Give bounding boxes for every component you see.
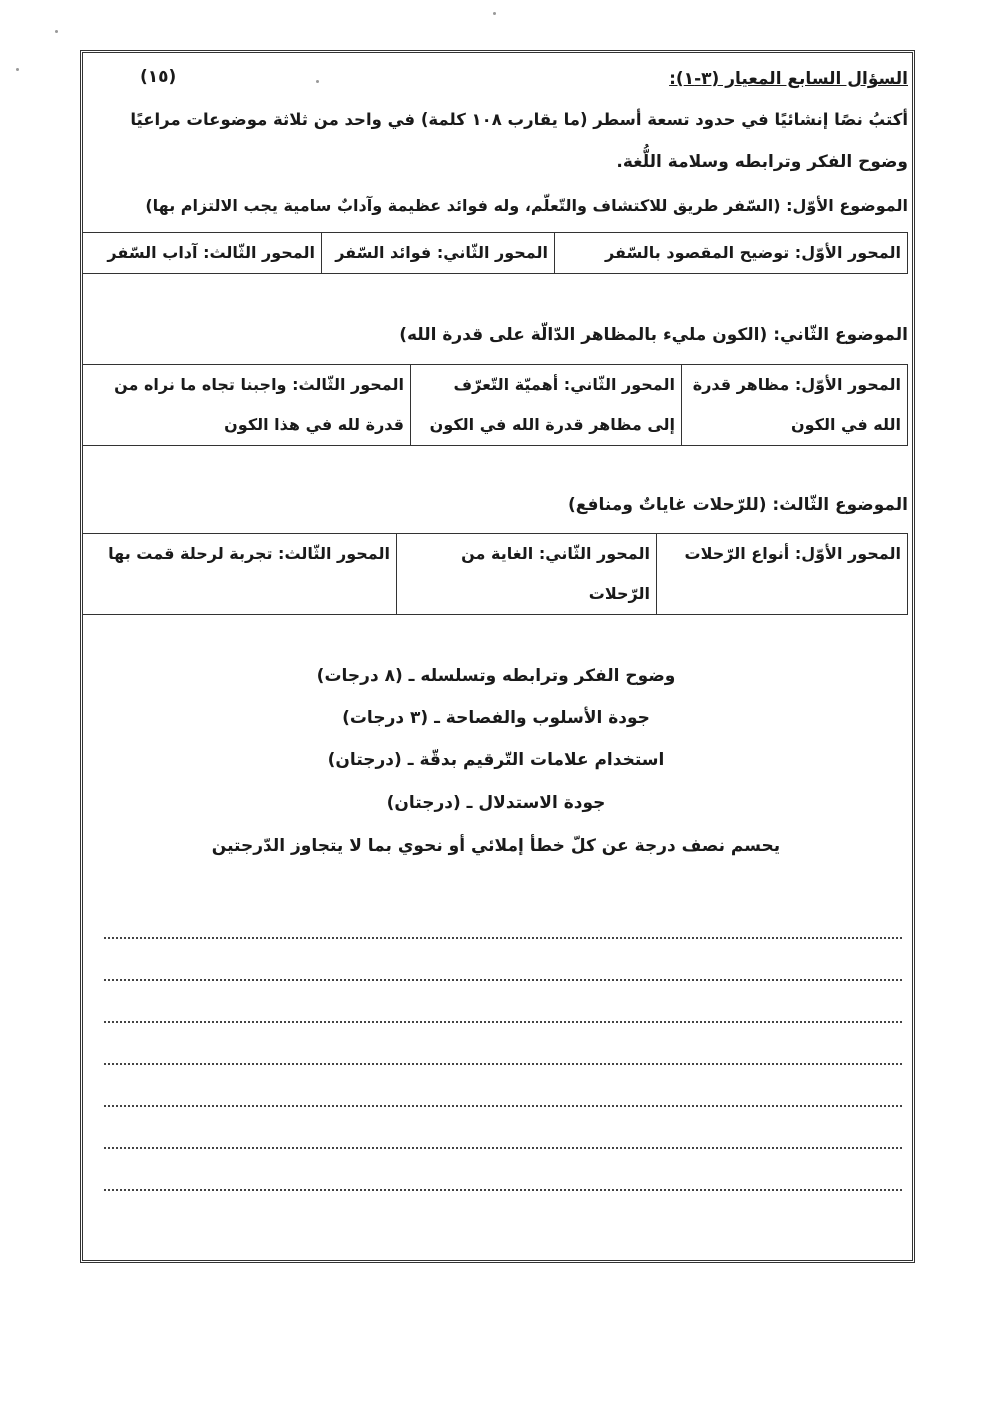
topic-3-axis-1-line-1: المحور الأوّل: أنواع الرّحلات: [684, 544, 901, 563]
criterion-5: يحسم نصف درجة عن كلّ خطأ إملائي أو نحوي بما لا يتجاوز الدّرجتين: [211, 836, 781, 856]
topic-2-axis-1: [682, 365, 908, 446]
topic-2-axis-1-line-2: الله في الكون: [790, 415, 901, 434]
instruction-line-2: وضوح الفكر وترابطه وسلامة اللُّغة.: [616, 152, 908, 172]
topic-2-axis-2-line-2: إلى مظاهر قدرة الله في الكون: [429, 415, 675, 434]
topic-3-axis-3-line-2: [89, 574, 390, 614]
topic-3-axis-2-line-1: المحور الثّاني: الغاية من: [461, 544, 650, 563]
topic-1-axis-2: المحور الثّاني: فوائد السّفر: [322, 233, 555, 274]
writing-line[interactable]: [104, 1105, 902, 1107]
topic-2-axes-table: [82, 364, 908, 446]
topic-3-axis-1-line-2: [663, 574, 901, 614]
topic-1-axes-table: [82, 232, 908, 274]
writing-line[interactable]: [104, 1021, 902, 1023]
topic-3-axis-2-line-2: الرّحلات: [588, 584, 650, 603]
question-score: (١٥): [140, 67, 177, 87]
topic-1-axis-1: المحور الأوّل: توضيح المقصود بالسّفر: [555, 233, 908, 274]
topic-2-axis-3-line-2: قدرة لله في هذا الكون: [224, 415, 404, 434]
criterion-4: جودة الاستدلال ـ (درجتان): [386, 793, 606, 813]
instruction-line-1: أكتبُ نصًا إنشائيًا في حدود تسعة أسطر (ما يقارب ١٠٨ كلمة) في واحد من ثلاثة موضوعات مراعيًا: [130, 110, 908, 129]
topic-2-axis-2: [411, 365, 682, 446]
writing-line[interactable]: [104, 1189, 902, 1191]
topic-2-axis-3-line-1: المحور الثّالث: واجبنا تجاه ما نراه من: [114, 375, 404, 394]
topic-1-title: الموضوع الأوّل: (السّفر طريق للاكتشاف والتّعلّم، وله فوائد عظيمة وآدابٌ سامية يجب الالتزام بها): [145, 196, 908, 215]
topic-3-axis-2: [397, 534, 657, 615]
topic-3-title: الموضوع الثّالث: (للرّحلات غاياتٌ ومنافع): [567, 495, 908, 515]
topic-3-axis-1: [657, 534, 908, 615]
topic-2-axis-1-line-1: المحور الأوّل: مظاهر قدرة: [692, 375, 901, 394]
writing-line[interactable]: [104, 979, 902, 981]
topic-2-axis-3: [83, 365, 411, 446]
criterion-1: وضوح الفكر وترابطه وتسلسله ـ (٨ درجات): [316, 666, 676, 686]
topic-3-axis-3-line-1: المحور الثّالث: تجربة لرحلة قمت بها: [108, 544, 390, 563]
criterion-2: جودة الأسلوب والفصاحة ـ (٣ درجات): [342, 708, 650, 728]
topic-3-axis-3: [83, 534, 397, 615]
topic-2-title: الموضوع الثّاني: (الكون مليء بالمظاهر الدّالّة على قدرة الله): [399, 325, 908, 345]
writing-line[interactable]: [104, 1063, 902, 1065]
topic-2-axis-2-line-1: المحور الثّاني: أهميّة التّعرّف: [453, 375, 675, 394]
topic-3-axes-table: [82, 533, 908, 615]
writing-line[interactable]: [104, 1147, 902, 1149]
writing-line[interactable]: [104, 937, 902, 939]
criterion-3: استخدام علامات التّرقيم بدقّة ـ (درجتان): [327, 750, 665, 770]
question-heading: السؤال السابع المعيار (٣-١):: [669, 69, 908, 89]
topic-1-axis-3: المحور الثّالث: آداب السّفر: [83, 233, 322, 274]
